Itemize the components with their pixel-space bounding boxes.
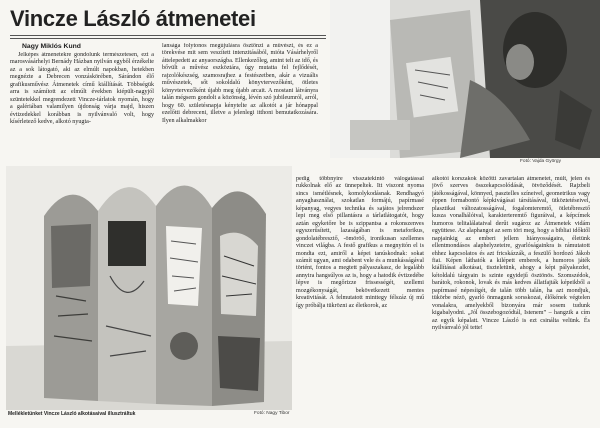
article-column-2 xyxy=(162,43,318,165)
photo-top-credit: Fotó: Vajda György xyxy=(520,159,561,164)
column-4-text: alkotói korszakok közötti zavartalan átmenetet, múlt, jelen és jövő szerves összekapcsolódását, ötvöződését. Rajzbeli játékosságával, könnyed, pasztelles színeivel, geometrikus vagy éppen formabontó képkivágásai társításával, ütköztetéseivel, plasztikai változatosságával, fogalomteremtő, ötletébresztő kusza vonalhálóival, karakterteremtő figuráival, a képcímek humoros telitalálataival derűt sugároz az Átmenetek vidám együttese. Az alaphangot az sem töri meg, hogy a bibliai időktől napjainkig az emberi jellem hiányosságaira, életünk ellentmondásos alaphelyzeteire, gyarlóságainkra is rámutatott ehhez kapcsolatos és azt fricskázzák, a feszülő hordozó Jákob fiai. Képen láthatók a kilépett emberek, a humoros játék kiállításai alkotásai, tiszteletünk, ahogy a képi pályakezdet, kétoldalú tárgyain is szinte egyidejű ösztönös. Szomszédok, barátok, rokonok, lovak és más kedves állatfajták képeikből a papírmasé népesíigét, de talán több talán, ha azt mondjuk, tükörbe nézö, gyarló önmagunk sorsskozai, élőkének végtelen vonalakra, amelyekből bizonyára már sosem tudunk kigabalyodni. „Jól összebogozódtál, Istenem” – hangzik a cím az egyik képalatt. Vincze László is ezt csinálta velünk. És nyilvánvaló jól tette! xyxy=(432,176,590,332)
title-rule-thin xyxy=(10,38,326,39)
photo-artwork-screen xyxy=(6,166,292,410)
article-title: Vincze László átmenetei xyxy=(10,6,256,31)
artwork-illustration xyxy=(6,166,292,410)
photo-main-caption: Mellékletünket Vincze László alkotásaival illusztráltuk xyxy=(8,411,136,417)
column-3-text: pedig többnyire visszatekintő válogatással rukkolnak elő az ünnepeltek. Itt viszont nyoma sincs ismétlésnek, komolykodásnak. Rendhagyó anyaghasználat, szokatlan formájú, papírmasé képanyag, vegyes technika és sajátos jelrendszer lepi meg első pillantásra a tárlatlátogatót, hogy aztán egyketőre be is szippantsa a rokonszenves egyszerűsített, lazaságában is metaforikus, gondolatébresztő, -ömöröő, ironikusan szellemes vinczei világba. A festő grafikus a megnyitón el is mondta ezt, amiről a képei tanúskodnak: sokat számít ugyan, ami odabent vele és a munkásságával történt, fontos a megtett pályaszakasz, de legalább annyira hangsúlyos az is, hogy a hatodik évtizedébe lépve is megőrizze frissességét, szellemi mozgékonyságát, bekövetkezett mentes kreativitását. A felmutatott minttegy félszáz új mű így próbálja tükrözni az életkorok, az xyxy=(296,176,424,309)
artist-photo-illustration xyxy=(330,0,600,158)
column-2-text: lansága folytonos megújulásra ösztönzi a művészt, és ez a törekvése mit sem veszített intenzitásából, mióta Vásárhelyről áttelepedett az anyaországba. Ellenkezőleg, amint telt az idő, és bővült a művész eszköztára, úgy mutatta fel fejlődését, rajzolókészség, szamosrajhez a festészetben, akár a vizuális művészetek, sőt sokoldalú könyvtervezőként, ötletes könyvtervezőként újabb meg újabb arcait. A mostani látványra talán mégsem gondolt a közönség, lévén szó jubileumról, arról, hogy 60. születésnapja kénytelte az alkotót a jár hónappal ezelőtti debreceni, illetve a jelenlegi itthoni bemutatkozására. Ilyen alkalmakkor xyxy=(162,43,318,124)
photo-main-credit: Fotó: Nagy Tibor xyxy=(254,411,290,416)
byline: Nagy Miklós Kund xyxy=(22,43,81,50)
column-1-text: Jelképes átmenetekre gondolunk természetesen, ezt a marosvásárhelyi Bernády Házban nyilván egyből érzékelte az a sok látogató, aki az elmúlt napokban, hetekben megnézte a Debrecen vonzáskörében, Sárándon élő grafikusművész Átmenetek című kiállítását. Többségük arra is számított az elmúlt években kiépült-nagyjól szüntetekkel megrendezett Vincze-tárlatok nyomán, hogy a galériában valamilyen újdonság várja majd, hiszen évtizedekkel korábban is nyilvánvaló volt, hogy kísérletező kedve, alkotó nyugta- xyxy=(10,52,154,126)
article-column-4 xyxy=(432,176,590,420)
photo-artist-at-work xyxy=(330,0,600,158)
title-rule xyxy=(10,35,326,36)
article-column-3 xyxy=(296,176,424,420)
article-column-1 xyxy=(10,52,154,164)
